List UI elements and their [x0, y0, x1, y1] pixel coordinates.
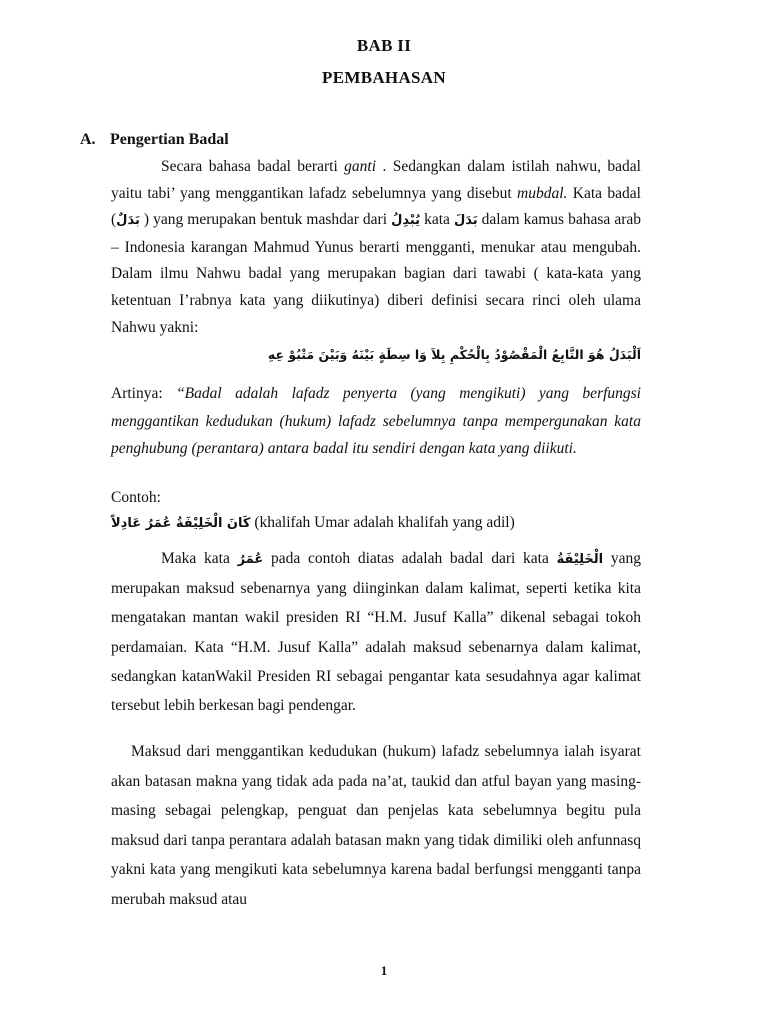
- p1-arabic-yubdilu: يُبْدِلُ: [391, 213, 421, 229]
- p1-arabic-badal: بَدَلٌ: [116, 213, 140, 229]
- p1-ganti: ganti: [344, 158, 377, 175]
- p1-text-4: ) yang merupakan bentuk mashdar dari: [139, 211, 392, 229]
- meaning-text: “Badal adalah lafadz penyerta (yang mengikuti) yang berfungsi menggantikan kedudukan (hukum) lafadz sebelumnya tanpa mempergunakan kata penghubung (perantara) antara badal itu sendiri dengan kata yang diikuti.: [111, 385, 641, 457]
- arabic-definition: اَلْبَدَلُ هُوَ التَّابِعُ الْمَقْصُوْدُ بِالْحُكْمِ بِلاَ وَا سِطَةٍ بَيْنَهُ وَبَيْنَ مَتْبُوْ عِهِ: [267, 347, 641, 362]
- p1-text-3: Kata badal (: [111, 184, 641, 229]
- example-line: [111, 514, 515, 532]
- p3-text: Maksud dari menggantikan kedudukan (hukum) lafadz sebelumnya ialah isyarat akan batasan makna yang tidak ada pada na’at, taukid dan atful bayan yang masing-masing sebagai pelengkap, penguat dan penjelas kata sebelumnya begitu pula maksud dari tanpa perantara adalah batasan makn yang tidak dimiliki oleh anfunnasq yakni kata yang mengikuti kata sebelumnya karena badal berfungsi mengganti tanpa merubah maksud atau: [111, 743, 641, 908]
- p1-arabic-badala: بَدَلَ: [453, 213, 478, 229]
- section-letter: A.: [80, 131, 96, 148]
- meaning-label: Artinya:: [111, 385, 177, 402]
- meaning-paragraph: [111, 380, 641, 463]
- p1-text-6: dalam kamus bahasa arab – Indonesia karangan Mahmud Yunus berarti mengganti, menukar atau mengubah. Dalam ilmu Nahwu badal yang merupakan bagian dari tawabi ( kata-kata yang ketentuan I’rabnya kata yang diikutinya) diberi definisi secara rinci oleh ulama Nahwu yakni:: [111, 211, 641, 336]
- paragraph-meaning-explanation: [111, 737, 641, 914]
- p1-mubdal: mubdal.: [517, 184, 568, 202]
- p2-text-3: yang merupakan maksud sebenarnya yang diinginkan dalam kalimat, seperti ketika kita mengatakan mantan wakil presiden RI “H.M. Jusuf Kalla” dikenal sebagai tokoh perdamaian. Kata “H.M. Jusuf Kalla” adalah maksud sebenarnya dalam kalimat, sedangkan katanWakil Presiden RI sebagai pengantar kata sesudahnya agar kalimat tersebut lebih berkesan bagi pendengar.: [111, 550, 641, 715]
- p2-arabic-khalifah: الْخَلِيْفَةُ: [556, 552, 604, 567]
- chapter-heading: BAB II: [356, 36, 412, 55]
- section-title: Pengertian Badal: [110, 131, 229, 148]
- paragraph-definition-intro: [111, 154, 641, 341]
- example-translation: (khalifah Umar adalah khalifah yang adil): [254, 514, 515, 531]
- paragraph-example-explanation: [111, 544, 641, 720]
- p2-text-1: Maka kata: [161, 550, 238, 567]
- example-arabic: كَانَ الْخَلِيْفَةُ عُمَرُ عَادِلاً: [111, 516, 251, 531]
- p2-arabic-umar: عُمَرُ: [237, 552, 264, 567]
- p1-text-5: kata: [420, 211, 454, 229]
- p1-text-1: Secara bahasa badal berarti: [161, 158, 345, 175]
- section-heading: [80, 131, 229, 149]
- page-number: 1: [380, 963, 388, 978]
- example-label: Contoh:: [111, 489, 161, 506]
- p1-text-2: . Sedangkan dalam istilah nahwu, badal yaitu tabi’ yang menggantikan lafadz sebelumnya yang disebut: [111, 158, 641, 202]
- chapter-title: PEMBAHASAN: [322, 68, 446, 87]
- p2-text-2: pada contoh diatas adalah badal dari kata: [263, 550, 557, 567]
